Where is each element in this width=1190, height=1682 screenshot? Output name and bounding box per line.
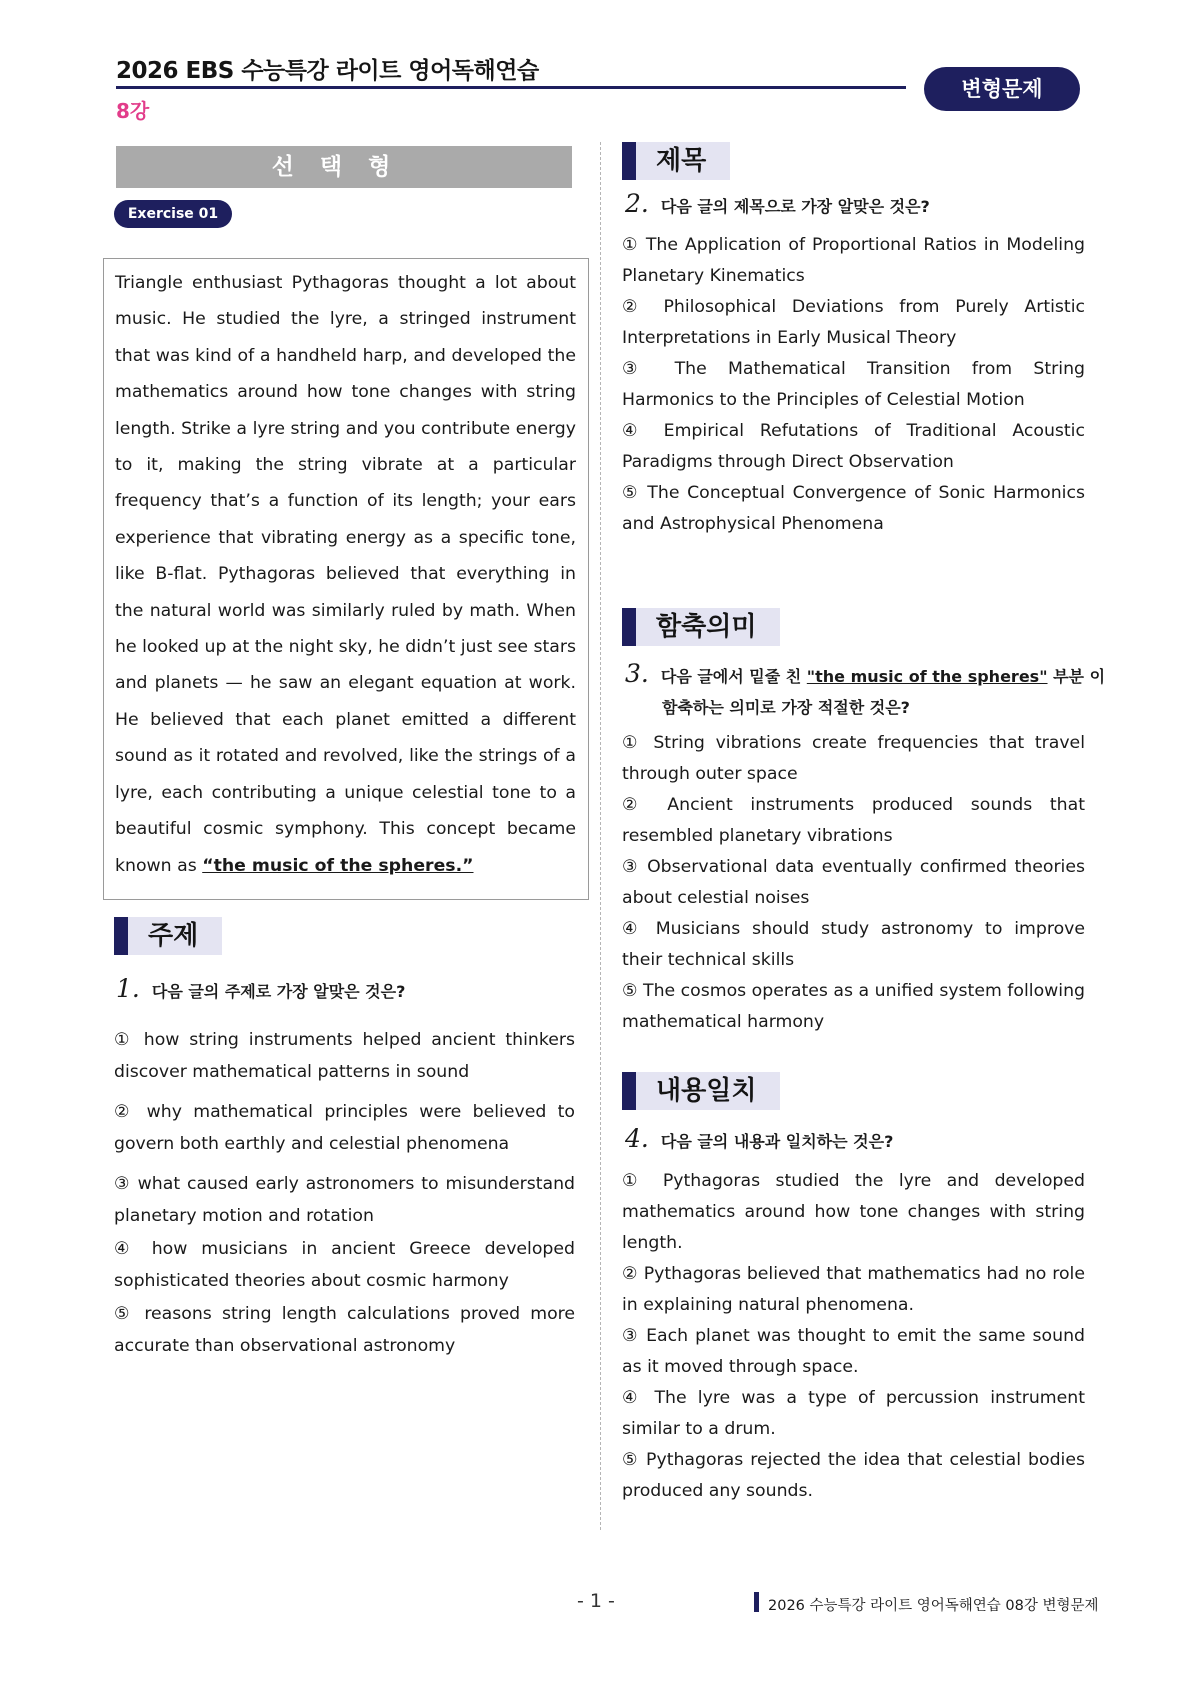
option-5[interactable]: ⑤ Pythagoras rejected the idea that celestial bodies produced any sounds.	[622, 1450, 1085, 1501]
question-number: 3.	[625, 659, 649, 688]
passage-underlined-phrase: “the music of the spheres.”	[202, 855, 474, 876]
option-4[interactable]: ④ Musicians should study astronomy to improve their technical skills	[622, 919, 1085, 970]
option-4[interactable]: ④ Empirical Refutations of Traditional Acoustic Paradigms through Direct Observation	[622, 421, 1085, 472]
footer-text: 2026 수능특강 라이트 영어독해연습 08강 변형문제	[768, 1598, 1099, 1614]
option-1[interactable]: ① String vibrations create frequencies that travel through outer space	[622, 733, 1085, 784]
section-heading-content-match	[622, 1072, 822, 1110]
heading-bar	[622, 142, 636, 180]
option-3[interactable]: ③ Observational data eventually confirmed theories about celestial noises	[622, 857, 1085, 908]
heading-bar	[622, 608, 636, 646]
question-text: 다음 글의 주제로 가장 알맞은 것은?	[151, 982, 406, 1001]
section-heading-topic	[114, 917, 334, 955]
passage-box	[103, 258, 589, 900]
option-1[interactable]: ① Pythagoras studied the lyre and developed mathematics around how tone changes with string length.	[622, 1171, 1085, 1253]
question-3-options	[622, 728, 1085, 1038]
header-rule	[116, 86, 906, 89]
underlined-phrase: "the music of the spheres"	[806, 667, 1048, 686]
option-2[interactable]: ② Ancient instruments produced sounds that resembled planetary vibrations	[622, 795, 1085, 846]
section-heading-label: 함축의미	[636, 608, 780, 646]
footer-bar	[754, 1592, 759, 1612]
question-number: 1.	[116, 974, 140, 1003]
option-1[interactable]: ① The Application of Proportional Ratios in Modeling Planetary Kinematics	[622, 235, 1085, 286]
question-2-prompt	[625, 189, 1095, 218]
section-heading-implication	[622, 608, 822, 646]
question-4-prompt	[625, 1124, 1095, 1153]
question-text: 다음 글에서 밑줄 친	[660, 667, 807, 686]
section-heading-label: 제목	[636, 142, 730, 180]
option-5[interactable]: ⑤ reasons string length calculations proved more accurate than observational astronomy	[114, 1304, 575, 1356]
page-number: - 1 -	[577, 1590, 615, 1612]
passage-text	[115, 265, 576, 884]
exercise-label: Exercise 01	[114, 200, 232, 228]
section-banner: 선택형	[116, 146, 572, 188]
document-title: 2026 EBS 수능특강 라이트 영어독해연습	[116, 58, 539, 84]
option-3[interactable]: ③ Each planet was thought to emit the same sound as it moved through space.	[622, 1326, 1085, 1377]
question-text-tail: 부분 이 함축하는 의미로 가장 적절한 것은?	[662, 667, 1106, 717]
section-heading-label: 주제	[128, 917, 222, 955]
option-2[interactable]: ② Pythagoras believed that mathematics had no role in explaining natural phenomena.	[622, 1264, 1085, 1315]
option-2[interactable]: ② Philosophical Deviations from Purely Artistic Interpretations in Early Musical Theory	[622, 297, 1085, 348]
question-number: 4.	[625, 1124, 649, 1153]
option-5[interactable]: ⑤ The Conceptual Convergence of Sonic Harmonics and Astrophysical Phenomena	[622, 483, 1085, 534]
option-3[interactable]: ③ The Mathematical Transition from String Harmonics to the Principles of Celestial Motion	[622, 359, 1085, 410]
question-1-prompt	[116, 974, 586, 1003]
question-1-options	[114, 1024, 575, 1362]
variant-badge: 변형문제	[924, 67, 1080, 111]
question-text: 다음 글의 제목으로 가장 알맞은 것은?	[660, 197, 930, 216]
passage-body: Triangle enthusiast Pythagoras thought a lot about music. He studied the lyre, a stringed instrument that was kind of a handheld harp, and developed the mathematics around how tone changes with string length. Strike a lyre string and you contribute energy to it, making the string vibrate at a particular frequency that’s a function of its length; your ears experience that vibrating energy as a specific tone, like B-flat. Pythagoras believed that everything in the natural world was similarly ruled by math. When he looked up at the night sky, he didn’t just see stars and planets — he saw an elegant equation at work. He believed that each planet emitted a different sound as it rotated and revolved, like the strings of a lyre, each contributing a unique celestial tone to a beautiful cosmic symphony. This concept became known as	[115, 273, 576, 876]
column-divider	[600, 142, 601, 1530]
question-2-options	[622, 230, 1085, 540]
option-3[interactable]: ③ what caused early astronomers to misunderstand planetary motion and rotation	[114, 1174, 575, 1226]
question-number: 2.	[625, 189, 649, 218]
section-heading-title	[622, 142, 822, 180]
lesson-label: 8강	[116, 99, 150, 123]
section-heading-label: 내용일치	[636, 1072, 780, 1110]
option-1[interactable]: ① how string instruments helped ancient thinkers discover mathematical patterns in sound	[114, 1030, 575, 1082]
option-5[interactable]: ⑤ The cosmos operates as a unified system following mathematical harmony	[622, 981, 1085, 1032]
option-4[interactable]: ④ how musicians in ancient Greece developed sophisticated theories about cosmic harmony	[114, 1239, 575, 1291]
question-text: 다음 글의 내용과 일치하는 것은?	[660, 1132, 894, 1151]
heading-bar	[114, 917, 128, 955]
heading-bar	[622, 1072, 636, 1110]
option-4[interactable]: ④ The lyre was a type of percussion instrument similar to a drum.	[622, 1388, 1085, 1439]
option-2[interactable]: ② why mathematical principles were believed to govern both earthly and celestial phenomena	[114, 1102, 575, 1154]
question-4-options	[622, 1166, 1085, 1507]
question-3-prompt	[625, 658, 1124, 723]
